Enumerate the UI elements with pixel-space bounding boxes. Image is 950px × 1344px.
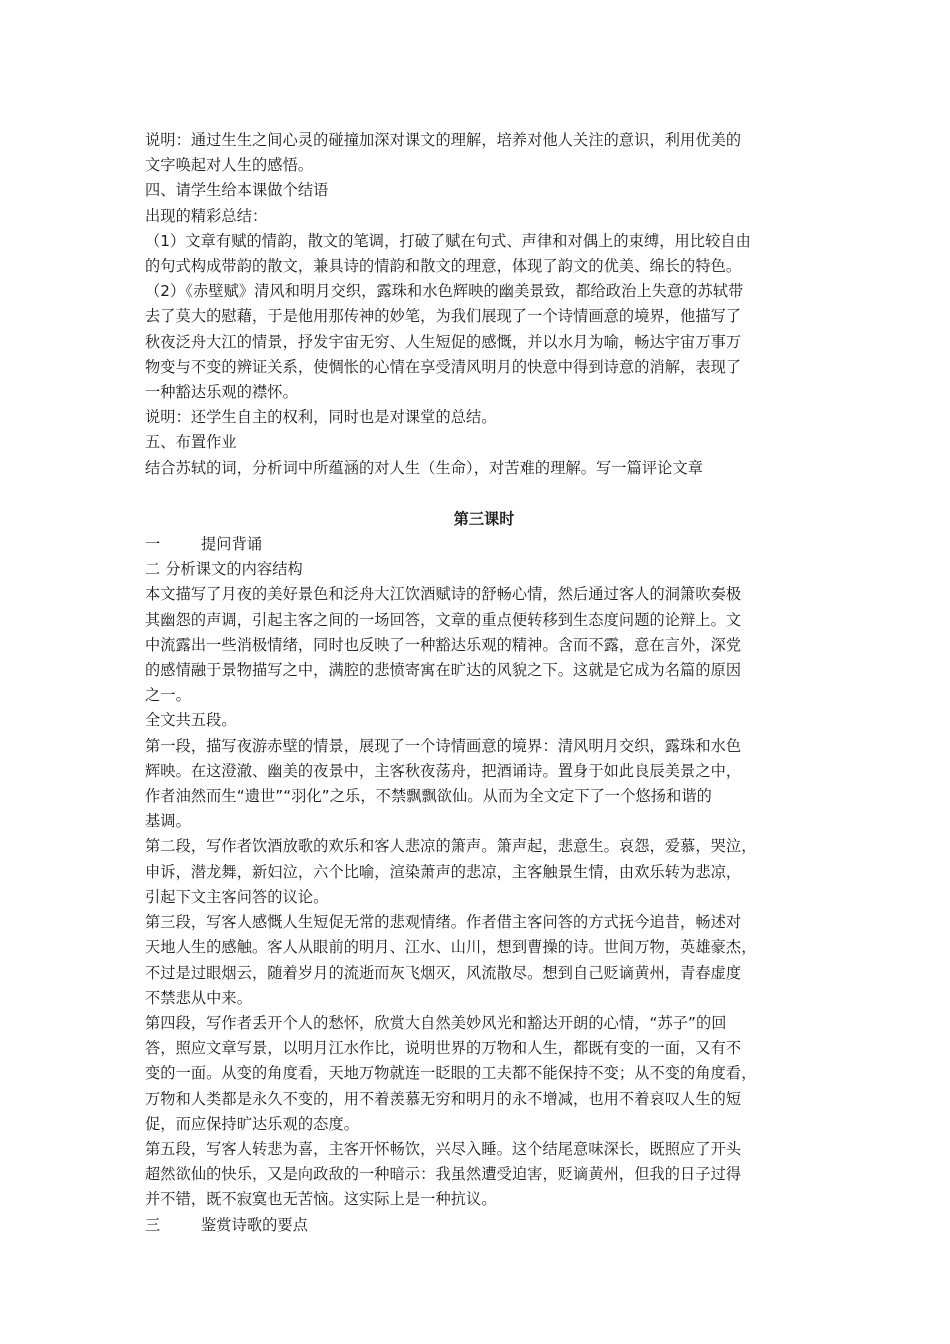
- text-line: 说明：通过生生之间心灵的碰撞加深对课文的理解，培养对他人关注的意识，利用优美的: [145, 131, 742, 149]
- text-line: 不过是过眼烟云，随着岁月的流逝而灰飞烟灭，风流散尽。想到自己贬谪黄州，青春虚度: [145, 963, 742, 982]
- text-line: 一种豁达乐观的襟怀。: [145, 383, 298, 402]
- text-line: （1）文章有赋的情韵，散文的笔调，打破了赋在句式、声律和对偶上的束缚，用比较自由: [145, 231, 751, 250]
- text-line: 之一。: [145, 686, 191, 705]
- text-line: 全文共五段。: [145, 711, 237, 730]
- text-line: 出现的精彩总结：: [145, 206, 268, 225]
- text-line: 超然欲仙的快乐，又是向政敌的一种暗示：我虽然遭受迫害，贬谪黄州，但我的日子过得: [145, 1165, 742, 1184]
- text-line: 第一段，描写夜游赤壁的情景，展现了一个诗情画意的境界：清风明月交织，露珠和水色: [145, 736, 742, 755]
- text-line: 第五段，写客人转悲为喜，主客开怀畅饮，兴尽入睡。这个结尾意味深长，既照应了开头: [145, 1139, 742, 1158]
- text-line: 中流露出一些消极情绪，同时也反映了一种豁达乐观的精神。含而不露，意在言外，深党: [145, 635, 742, 654]
- text-line: 本文描写了月夜的美好景色和泛舟大江饮酒赋诗的舒畅心情，然后通过客人的洞箫吹奏极: [145, 585, 742, 604]
- text-line: 五、布置作业: [145, 433, 237, 452]
- text-line: 第二段，写作者饮酒放歌的欢乐和客人悲凉的箫声。箫声起，悲意生。哀怨，爱慕，哭泣，: [145, 837, 757, 856]
- text-line: 第四段，写作者丢开个人的愁怀，欣赏大自然美妙风光和豁达开朗的心情，“苏子”的回: [145, 1013, 727, 1032]
- text-line: 不禁悲从中来。: [145, 988, 253, 1007]
- text-line: 促，而应保持旷达乐观的态度。: [145, 1114, 360, 1133]
- text-line: 的感情融于景物描写之中，满腔的悲愤寄寓在旷达的风貌之下。这就是它成为名篇的原因: [145, 661, 742, 680]
- text-line: 万物和人类都是永久不变的，用不着羡慕无穷和明月的永不增减，也用不着哀叹人生的短: [145, 1089, 742, 1108]
- outline-item-3-number: 三: [145, 1215, 161, 1234]
- document-page: [145, 128, 815, 1238]
- text-line: 的句式构成带韵的散文，兼具诗的情韵和散文的理意，体现了韵文的优美、绵长的特色。: [145, 257, 742, 276]
- outline-item-3-text: 鉴赏诗歌的要点: [201, 1215, 309, 1234]
- text-line: 秋夜泛舟大江的情景，抒发宇宙无穷、人生短促的感慨，并以水月为喻，畅达宇宙万事万: [145, 332, 742, 351]
- lesson-summary-section: [145, 128, 815, 481]
- lesson-heading: 第三课时: [453, 509, 515, 528]
- text-line: 结合苏轼的词，分析词中所蕴涵的对人生（生命），对苦难的理解。写一篇评论文章: [145, 458, 704, 477]
- outline-item-1-text: 提问背诵: [201, 535, 263, 554]
- text-line: 文字唤起对人生的感悟。: [145, 156, 314, 175]
- outline-item-1: [145, 532, 815, 557]
- section-gap: [145, 481, 815, 507]
- text-line: 去了莫大的慰藉，于是他用那传神的妙笔，为我们展现了一个诗情画意的境界，他描写了: [145, 307, 742, 326]
- text-line: 作者油然而生“遗世”“羽化”之乐，不禁飘飘欲仙。从而为全文定下了一个悠扬和谐的: [145, 787, 712, 806]
- text-line: 物变与不变的辨证关系，使惆怅的心情在享受清风明月的快意中得到诗意的消解，表现了: [145, 357, 742, 376]
- text-line: 二 分析课文的内容结构: [145, 560, 303, 579]
- text-line: 辉映。在这澄澈、幽美的夜景中，主客秋夜荡舟，把酒诵诗。置身于如此良辰美景之中，: [145, 761, 742, 780]
- text-line: 引起下文主客问答的议论。: [145, 887, 329, 906]
- text-line: （2）《赤壁赋》清风和明月交织，露珠和水色辉映的幽美景致，都给政治上失意的苏轼带: [145, 282, 744, 301]
- text-line: 第三段，写客人感慨人生短促无常的悲观情绪。作者借主客问答的方式抚今追昔，畅述对: [145, 913, 742, 932]
- text-line: 天地人生的感触。客人从眼前的明月、江水、山川，想到曹操的诗。世间万物，英雄豪杰，: [145, 938, 757, 957]
- text-line: 申诉，潜龙舞，新妇泣，六个比喻，渲染萧声的悲凉，主客触景生情，由欢乐转为悲凉，: [145, 862, 742, 881]
- text-line: 并不错，既不寂寞也无苦恼。这实际上是一种抗议。: [145, 1190, 497, 1209]
- outline-item-1-number: 一: [145, 535, 161, 554]
- text-line: 变的一面。从变的角度看，天地万物就连一眨眼的工夫都不能保持不变；从不变的角度看，: [145, 1064, 757, 1083]
- text-line: 四、请学生给本课做个结语: [145, 181, 329, 200]
- text-line: 答，照应文章写景，以明月江水作比，说明世界的万物和人生，都既有变的一面，又有不: [145, 1039, 742, 1058]
- text-line: 基调。: [145, 812, 191, 831]
- outline-item-3: [145, 1213, 815, 1238]
- text-line: 其幽怨的声调，引起主客之间的一场回答，文章的重点便转移到生态度问题的论辩上。文: [145, 610, 742, 629]
- text-line: 说明：还学生自主的权利，同时也是对课堂的总结。: [145, 408, 497, 427]
- content-analysis-section: [145, 557, 815, 1212]
